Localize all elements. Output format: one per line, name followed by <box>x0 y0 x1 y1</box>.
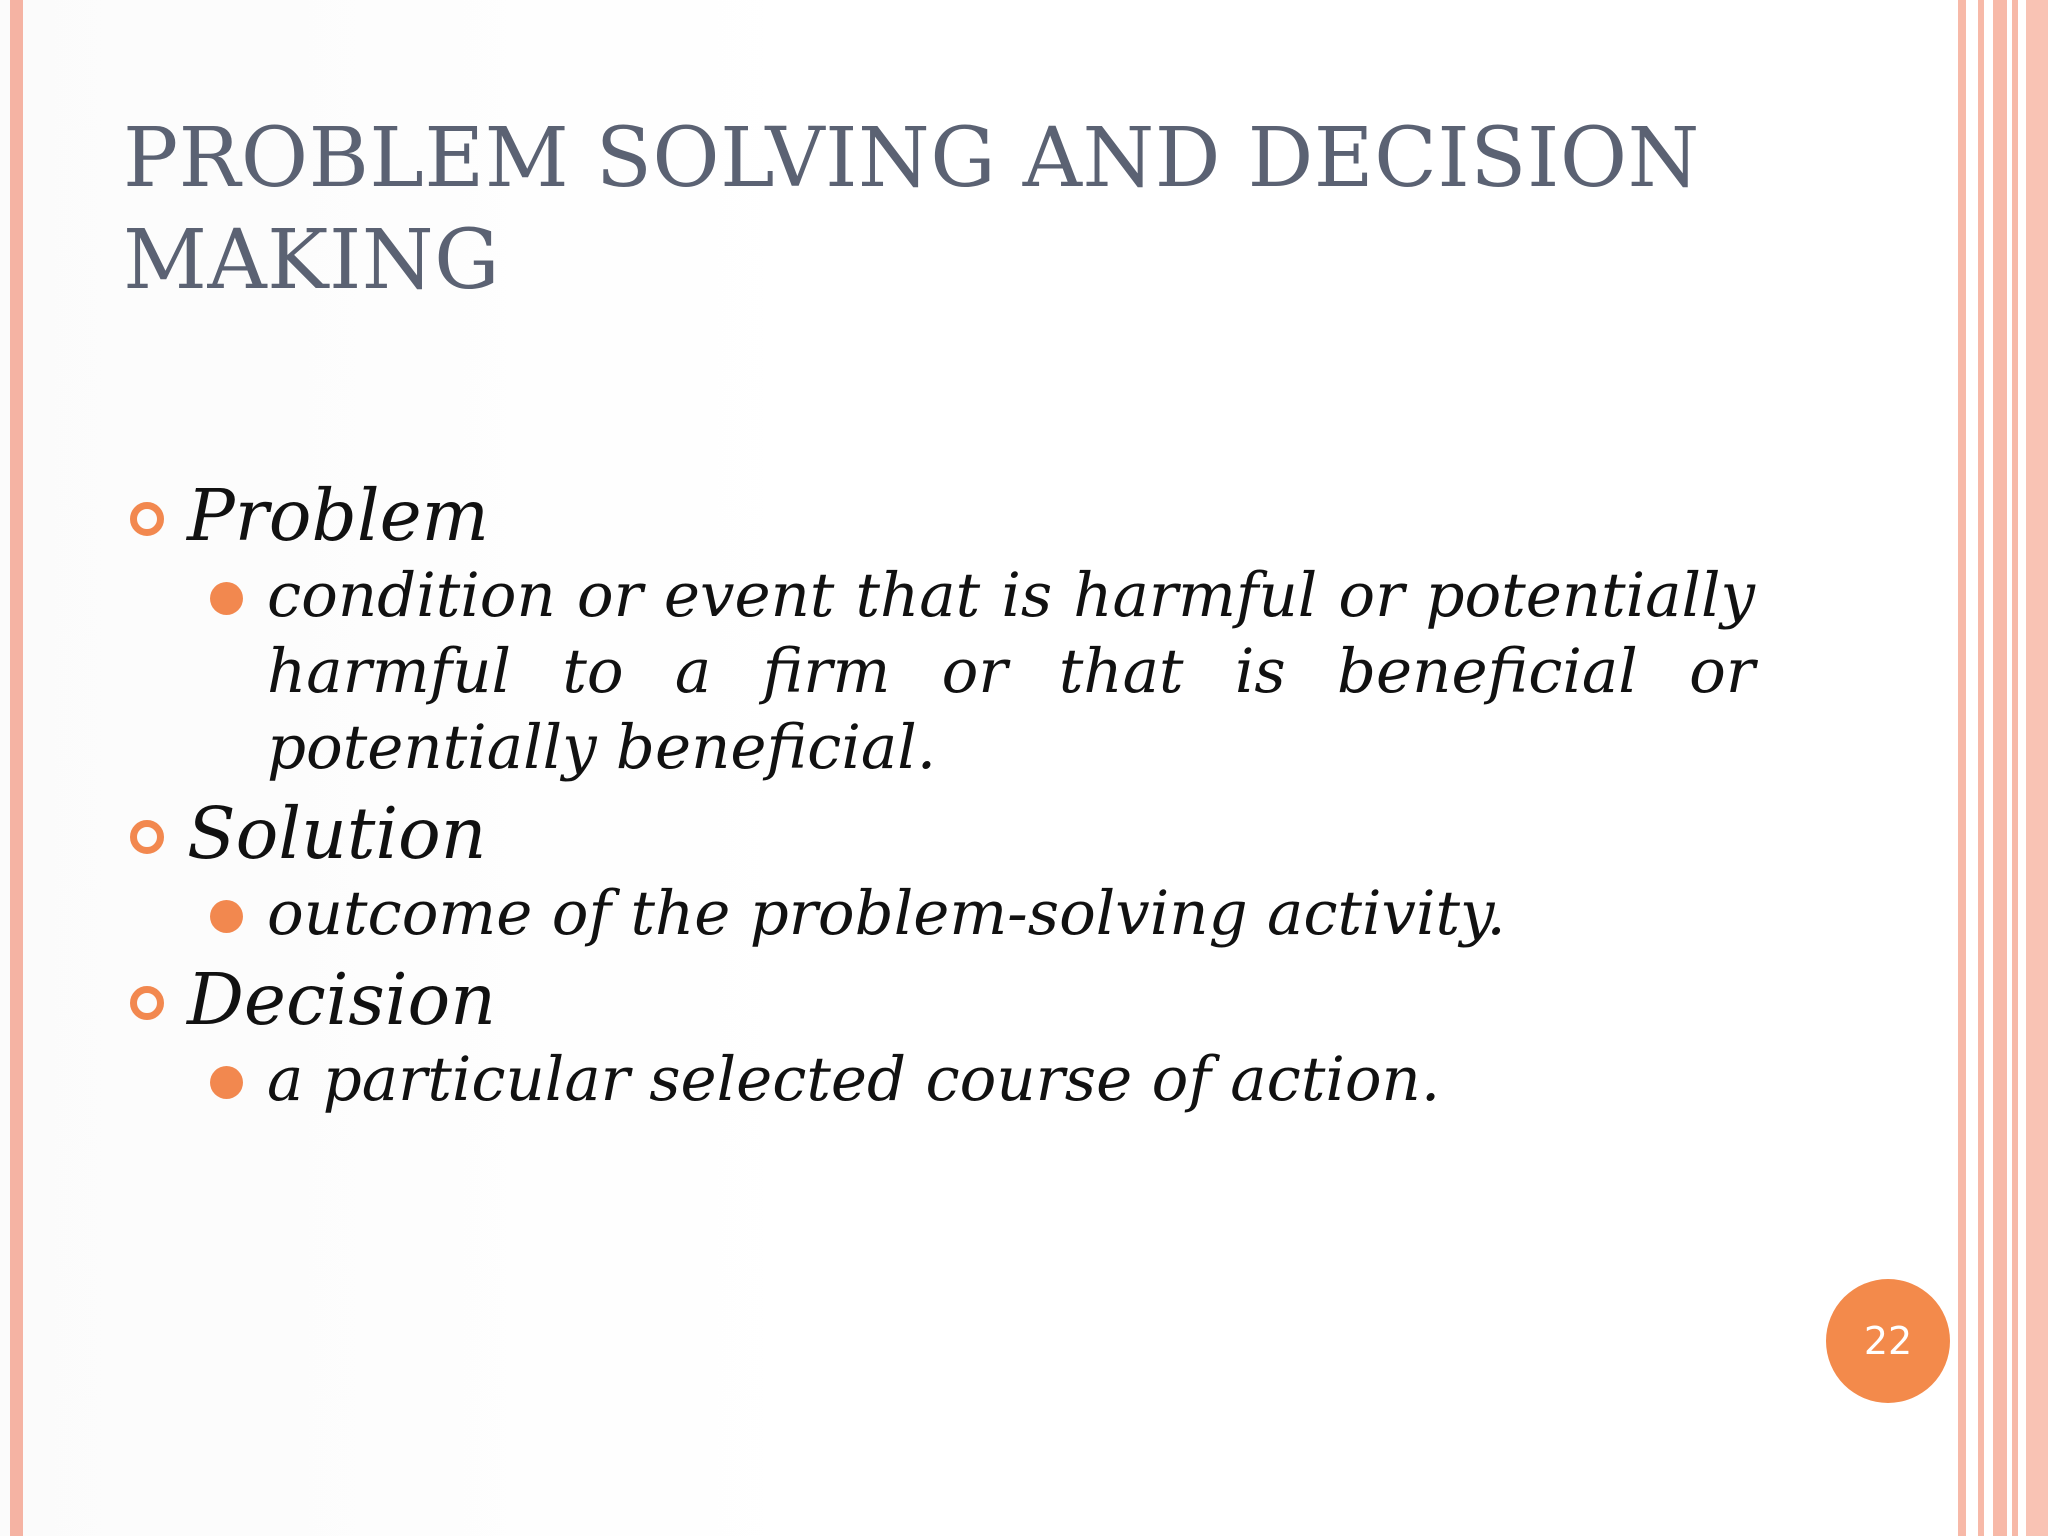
definition-decision <box>130 1042 1755 1118</box>
bullet-problem <box>130 472 1755 560</box>
definition-solution <box>130 876 1755 952</box>
left-border <box>10 0 23 1536</box>
definition-text: condition or event that is harmful or potentially harmful to a firm or that is beneficial or potentially beneficial. <box>267 560 1755 783</box>
ring-bullet-icon <box>130 502 164 536</box>
bullet-list <box>130 472 1755 1122</box>
page-number-badge: 22 <box>1826 1279 1950 1403</box>
dot-bullet-icon <box>210 1066 243 1099</box>
dot-bullet-icon <box>210 900 243 933</box>
bullet-decision <box>130 956 1755 1044</box>
right-border-stripe <box>2012 0 2018 1536</box>
definition-text: a particular selected course of action. <box>267 1044 1441 1115</box>
ring-bullet-icon <box>130 820 164 854</box>
dot-bullet-icon <box>210 582 243 615</box>
right-border-stripe <box>1993 0 2007 1536</box>
slide-title: PROBLEM SOLVING AND DECISION MAKING <box>123 111 1700 308</box>
term-label: Decision <box>187 958 497 1041</box>
definition-problem <box>130 558 1755 786</box>
bullet-solution <box>130 790 1755 878</box>
definition-text: outcome of the problem-solving activity. <box>267 878 1506 949</box>
ring-bullet-icon <box>130 986 164 1020</box>
right-border-stripe <box>1958 0 1966 1536</box>
right-border-stripe <box>2026 0 2048 1536</box>
term-label: Problem <box>187 474 489 557</box>
right-border-stripe <box>1978 0 1984 1536</box>
term-label: Solution <box>187 792 487 875</box>
